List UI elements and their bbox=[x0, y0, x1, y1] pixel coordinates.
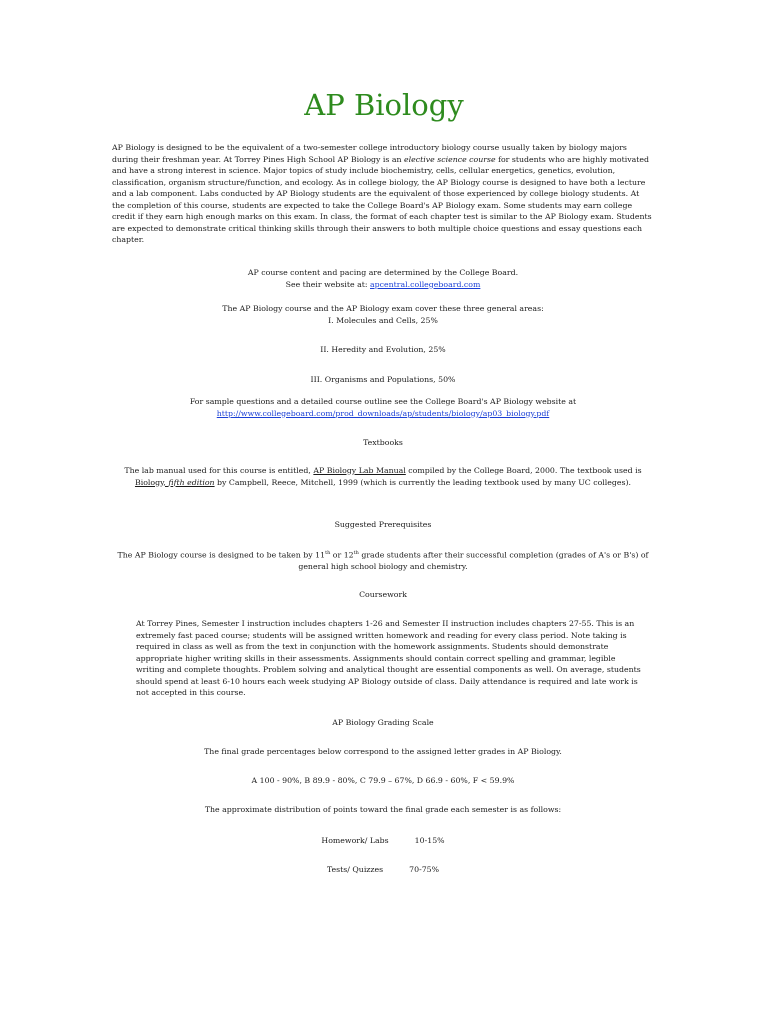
textbook-title: Biology, bbox=[134, 477, 169, 487]
prerequisites-heading: Suggested Prerequisites bbox=[334, 520, 432, 529]
area-2: II. Heredity and Evolution, 25% bbox=[320, 345, 446, 354]
grading-scale: A 100 - 90%, B 89.9 - 80%, C 79.9 – 67%, D 66.9 - 60%, F < 59.9% bbox=[251, 776, 515, 785]
coursework-paragraph: At Torrey Pines, Semester I instruction includes chapters 1-26 and Semester II instruction includes chapters 27-55. This is an extremely fast paced course; students will be assigned written homework and reading for every class period. Note taking is required in class as well as from the text in conjunction with the homework assignments. Students should demonstrate appropriate higher writing skills in their assessments. Assignments should contain correct spelling and grammar, legible writing and complete thoughts. Problem solving and analytical thought are essential components as well. On average, students should spend at least 6-10 hours each week studying AP Biology outside of class. Daily attendance is required and late work is not accepted in this course. bbox=[136, 619, 641, 697]
intro-text-2: for students who are highly motivated and have a strong interest in science. Major topics of study include biochemistry, cells, cellular energetics, genetics, evolution, classification, organism structure/function, and ecology. As in college biology, the AP Biology course is designed to have both a lecture and a lab component. Labs conducted by AP Biology students are the equivalent of those experienced by college biology students. At the completion of this course, students are expected to take the College Board's AP Biology exam. Some students may earn college credit if they earn high enough marks on this exam. In class, the format of each chapter test is similar to the AP Biology exam. Students are expected to demonstrate critical thinking skills through their answers to both multiple choice questions and essay questions each chapter. bbox=[112, 154, 652, 244]
intro-paragraph bbox=[112, 142, 654, 246]
homework-labs-row bbox=[112, 835, 654, 847]
tests-quizzes-label: Tests/ Quizzes bbox=[326, 865, 384, 874]
textbook-edition: fifth edition bbox=[168, 477, 215, 487]
content-pacing-note bbox=[112, 267, 654, 290]
area-3: III. Organisms and Populations, 50% bbox=[310, 375, 456, 384]
textbooks-paragraph: The lab manual used for this course is entitled, AP Biology Lab Manual compiled by the College Board, 2000. The textbook used is Biology, fifth edition by Campbell, Reece, Mitchell, 1999 (which is currently the leading textbook used by many UC colleges). bbox=[124, 466, 642, 487]
page-title: AP Biology bbox=[304, 88, 464, 122]
tests-quizzes-row bbox=[112, 864, 654, 876]
tests-quizzes-value: 70-75% bbox=[409, 865, 440, 874]
collegeboard-pdf-link[interactable]: http://www.collegeboard.com/prod_downloads/ap/students/biology/ap03_biology.pdf bbox=[216, 408, 550, 418]
general-areas bbox=[112, 303, 654, 326]
points-distribution-intro: The approximate distribution of points toward the final grade each semester is as follows: bbox=[204, 805, 562, 814]
grading-heading: AP Biology Grading Scale bbox=[332, 718, 434, 727]
textbooks-heading: Textbooks bbox=[363, 438, 403, 447]
sample-questions bbox=[112, 396, 654, 419]
homework-labs-label: Homework/ Labs bbox=[321, 836, 389, 845]
sample-text: For sample questions and a detailed course outline see the College Board's AP Biology website at bbox=[189, 397, 577, 406]
lab-manual-title: AP Biology Lab Manual bbox=[313, 466, 406, 475]
grading-intro: The final grade percentages below correspond to the assigned letter grades in AP Biology. bbox=[204, 747, 562, 756]
apcentral-link[interactable]: apcentral.collegeboard.com bbox=[370, 279, 481, 289]
content-line-2: See their website at: apcentral.collegeboard.com bbox=[285, 279, 481, 289]
coursework-heading: Coursework bbox=[359, 590, 407, 599]
elective-course-text: elective science course bbox=[404, 154, 496, 164]
content-line-1: AP course content and pacing are determined by the College Board. bbox=[247, 268, 519, 277]
area-1: I. Molecules and Cells, 25% bbox=[328, 315, 438, 325]
intro-text-1: AP Biology is designed to be the equivalent of a two-semester college introductory biology course usually taken by biology majors during their freshman year. At Torrey Pines High School AP Biology is an bbox=[112, 143, 627, 164]
areas-intro: The AP Biology course and the AP Biology exam cover these three general areas: bbox=[222, 304, 544, 313]
homework-labs-value: 10-15% bbox=[414, 836, 445, 845]
prerequisites-paragraph: The AP Biology course is designed to be taken by 11th or 12th grade students after their successful completion (grades of A's or B's) of general high school biology and chemistry. bbox=[117, 550, 649, 572]
